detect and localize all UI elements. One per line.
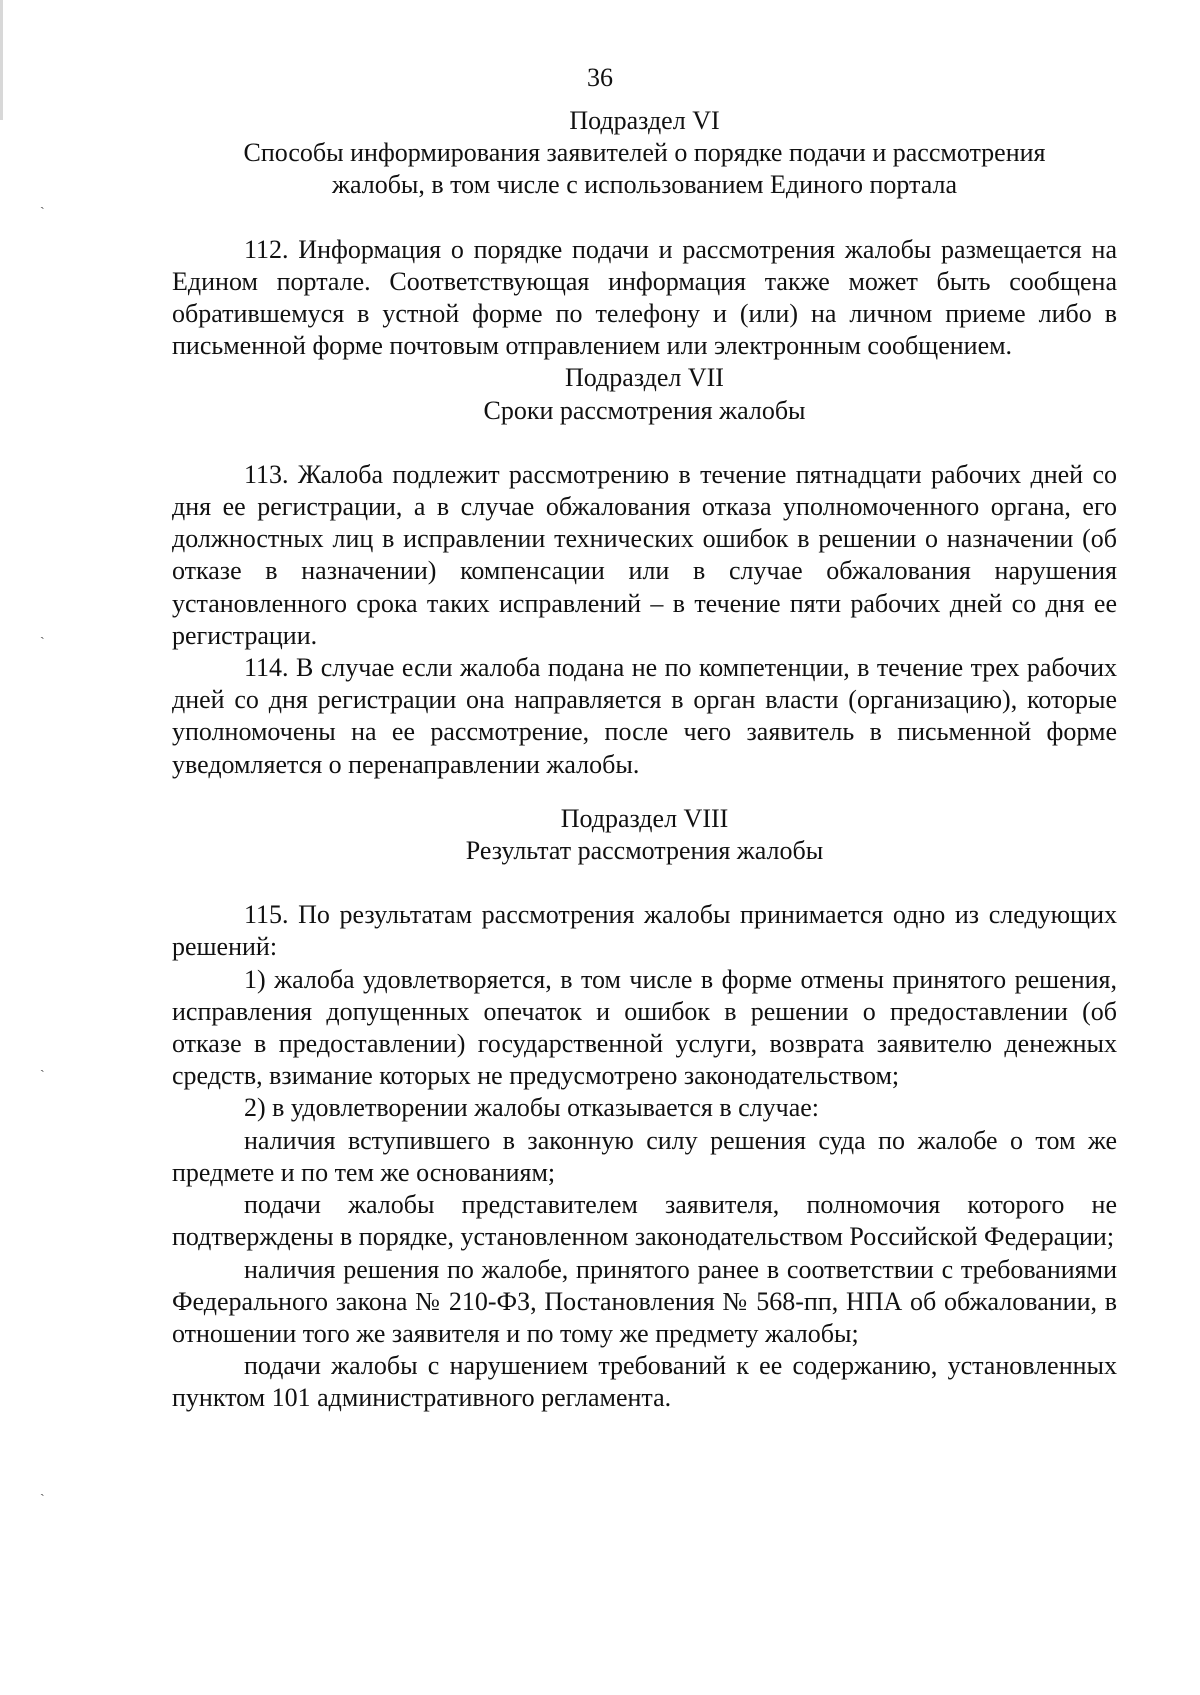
scan-edge [0, 0, 3, 120]
paragraph: наличия вступившего в законную силу решения суда по жалобе о том же предмете и по тем же основаниям; [172, 1125, 1117, 1187]
page-number: 36 [587, 63, 613, 92]
paragraph: 1) жалоба удовлетворяется, в том числе в форме отмены принятого решения, исправления допущенных опечаток и ошибок в решении о предоставлении (об отказе в предоставлении) государственной услуги, возврата заявителю денежных средств, взимание которых не предусмотрено законодательством; [172, 964, 1117, 1091]
subsection-subtitle: жалобы, в том числе с использованием Единого портала [331, 170, 957, 200]
paragraph: подачи жалобы с нарушением требований к ее содержанию, установленных пунктом 101 административного регламента. [172, 1351, 1117, 1413]
subsection-subtitle: Результат рассмотрения жалобы [465, 836, 824, 866]
paragraph: наличия решения по жалобе, принятого ранее в соответствии с требованиями Федерального закона № 210-ФЗ, Постановления № 568-пп, НПА об обжаловании, в отношении того же заявителя и по тому же предмету жалобы; [172, 1254, 1117, 1348]
scan-mark: ˎ [40, 195, 45, 210]
section-heading [172, 105, 1117, 202]
scan-mark: ˎ [40, 625, 45, 640]
paragraph: 114. В случае если жалоба подана не по компетенции, в течение трех рабочих дней со дня регистрации она направляется в орган власти (организацию), которые уполномочены на ее рассмотрение, после чего заявитель в письменной форме уведомляется о перенаправлении жалобы. [172, 653, 1117, 779]
paragraph: подачи жалобы представителем заявителя, полномочия которого не подтверждены в порядке, установленном законодательством Российской Федерации; [172, 1190, 1117, 1252]
subsection-subtitle: Способы информирования заявителей о порядке подачи и рассмотрения [243, 138, 1046, 168]
subsection-title: Подраздел VIII [560, 803, 729, 833]
scan-mark: ˎ [40, 1058, 45, 1073]
section-heading [172, 362, 1117, 426]
paragraph: 2) в удовлетворении жалобы отказывается в случае: [244, 1093, 820, 1123]
section-heading [172, 803, 1117, 867]
subsection-subtitle: Сроки рассмотрения жалобы [483, 395, 806, 425]
subsection-title: Подраздел VI [569, 106, 720, 135]
paragraph: 112. Информация о порядке подачи и рассмотрения жалобы размещается на Едином портале. Соответствующая информация также может быть сообщена обратившемуся в устной форме по телефону и (или) на личном приеме либо в письменной форме почтовым отправлением или электронным сообщением. [172, 234, 1117, 361]
subsection-title: Подраздел VII [565, 363, 724, 393]
paragraph: 115. По результатам рассмотрения жалобы принимается одно из следующих решений: [172, 900, 1117, 962]
document-body [172, 105, 1117, 1415]
scan-mark: ˎ [40, 1482, 45, 1497]
paragraph: 113. Жалоба подлежит рассмотрению в течение пятнадцати рабочих дней со дня ее регистрации, а в случае обжалования отказа уполномоченного органа, его должностных лиц в исправлении технических ошибок в решении о назначении (об отказе в назначении) компенсации или в случае обжалования нарушения установленного срока таких исправлений – в течение пяти рабочих дней со дня ее регистрации. [172, 459, 1117, 650]
